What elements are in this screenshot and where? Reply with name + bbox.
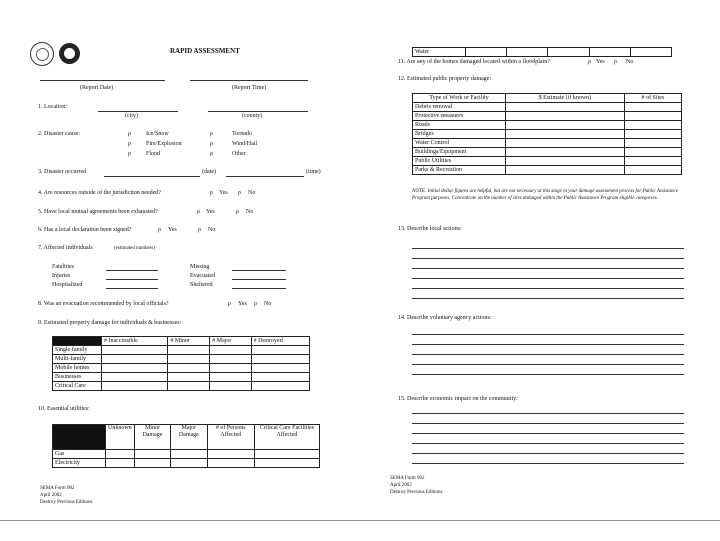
city-label: (city) [125, 113, 138, 119]
q3-date: (date) [202, 169, 216, 175]
q8-yes-check[interactable]: ρ [228, 301, 231, 307]
q4-no: No [248, 190, 256, 196]
q6-no: No [208, 227, 216, 233]
q3-time: (time) [306, 169, 321, 175]
q6-yes: Yes [168, 227, 177, 233]
table-row [413, 166, 682, 175]
q4-yes: Yes [219, 190, 228, 196]
row-label: Water [413, 48, 466, 57]
missing-label: Missing [190, 264, 210, 270]
footer-date: April 2002 [40, 493, 62, 498]
table-row [53, 450, 320, 459]
table-row [413, 139, 682, 148]
footer-note: Destroy Previous Editions [390, 490, 443, 495]
fatalities-line[interactable] [106, 270, 158, 271]
row-label: Parks & Recreation [413, 166, 506, 175]
q14-line-5[interactable] [412, 374, 684, 375]
q14-line-2[interactable] [412, 344, 684, 345]
city-line[interactable] [98, 111, 178, 112]
q13-line-2[interactable] [412, 258, 684, 259]
checkbox-wind[interactable]: ρ [210, 141, 213, 147]
q15-line-2[interactable] [412, 423, 684, 424]
row-label: Gas [53, 450, 106, 459]
county-line[interactable] [208, 111, 308, 112]
col-estimate: $ Estimate (if known) [506, 94, 625, 103]
injuries-label: Injuries [52, 273, 71, 279]
q11-no: No [626, 59, 634, 65]
q14-line-3[interactable] [412, 354, 684, 355]
q6-no-check[interactable]: ρ [198, 227, 201, 233]
table-row [413, 121, 682, 130]
report-date-label: (Report Date) [80, 85, 114, 91]
q14-line-1[interactable] [412, 334, 684, 335]
q9-label: 9. Estimated property damage for individuals & businesses: [38, 320, 182, 326]
q5-yes: Yes [206, 209, 215, 215]
opt-wind: Wind/Hail [232, 141, 258, 147]
row-label: Buildings/Equipment [413, 148, 506, 157]
q6-yes-check[interactable]: ρ [158, 227, 161, 233]
opt-ice: Ice/Snow [146, 131, 169, 137]
q8-no-check[interactable]: ρ [254, 301, 257, 307]
evacuated-line[interactable] [232, 279, 286, 280]
q15-line-4[interactable] [412, 443, 684, 444]
col-inaccessible: # Inaccessible [102, 337, 168, 346]
q14-label: 14. Describe voluntary agency actions: [398, 315, 492, 321]
q5-yes-check[interactable]: ρ [197, 209, 200, 215]
col-critical: Critical Care Facilities Affected [254, 425, 319, 450]
table-row [413, 48, 672, 57]
q15-line-1[interactable] [412, 413, 684, 414]
table-row [413, 148, 682, 157]
emergency-management-seal-icon [59, 43, 80, 64]
q15-label: 15. Describe economic impact on the community: [398, 396, 518, 402]
table-row [413, 157, 682, 166]
table-row [413, 103, 682, 112]
utilities-table [52, 424, 320, 468]
report-time-line [190, 80, 308, 81]
sheltered-line[interactable] [232, 288, 286, 289]
col-destroyed: # Destroyed [251, 337, 309, 346]
q13-line-3[interactable] [412, 268, 684, 269]
table-row [53, 382, 310, 391]
q7-label: 7. Affected individuals [38, 245, 93, 251]
fatalities-label: Fatalities [52, 264, 74, 270]
q12-label: 12. Estimated public property damage: [398, 76, 492, 82]
date-line[interactable] [104, 176, 200, 177]
col-minor-damage: Minor Damage [134, 425, 171, 450]
checkbox-other[interactable]: ρ [210, 151, 213, 157]
opt-flood: Flood [146, 151, 161, 157]
row-label: Multi-family [53, 355, 102, 364]
utilities-table-cont [412, 47, 672, 57]
table-row [53, 355, 310, 364]
q5-no: No [246, 209, 254, 215]
checkbox-fire[interactable]: ρ [128, 141, 131, 147]
q11-yes-check[interactable]: ρ [588, 59, 591, 65]
q13-line-5[interactable] [412, 288, 684, 289]
checkbox-flood[interactable]: ρ [128, 151, 131, 157]
row-label: Critical Care [53, 382, 102, 391]
q5-label: 5. Have local mutual agreements been exhausted? [38, 209, 158, 215]
q3-label: 3. Disaster occurred [38, 169, 87, 175]
q15-line-3[interactable] [412, 433, 684, 434]
note-text: NOTE: Initial dollar figures are helpful, but are not necessary at this stage in your damage assessment process for Public Assistance Program purposes. Concentrate on the number of sites damaged within the Public Assistance Program eligible categories. [412, 189, 678, 201]
table-row [413, 130, 682, 139]
q13-line-4[interactable] [412, 278, 684, 279]
col-major: # Major [210, 337, 251, 346]
col-minor: # Minor [168, 337, 210, 346]
q6-label: 6. Has a local declaration been signed? [38, 227, 132, 233]
table-row [413, 112, 682, 121]
q10-label: 10. Essential utilities: [38, 406, 90, 412]
q7-note: (estimated numbers) [114, 246, 155, 251]
col-sites: # of Sites [624, 94, 681, 103]
q11-no-check[interactable]: ρ [614, 59, 617, 65]
public-damage-table [412, 93, 682, 175]
table-row [53, 364, 310, 373]
viewer-bottom-bar [0, 520, 720, 541]
checkbox-ice[interactable]: ρ [128, 131, 131, 137]
q2-label: 2. Disaster cause: [38, 131, 81, 137]
county-label: (county) [242, 113, 263, 119]
form-page-2 [376, 0, 716, 520]
opt-tornado: Tornado [232, 131, 252, 137]
row-label: Mobile homes [53, 364, 102, 373]
q4-no-check[interactable]: ρ [238, 190, 241, 196]
row-label: Bridges [413, 130, 506, 139]
hospitalized-line[interactable] [106, 288, 158, 289]
col-persons: # of Persons Affected [207, 425, 254, 450]
row-label: Businesses [53, 373, 102, 382]
row-label: Water Control [413, 139, 506, 148]
q14-line-4[interactable] [412, 364, 684, 365]
time-line[interactable] [226, 176, 304, 177]
footer-note: Destroy Previous Editions [40, 500, 93, 505]
hospitalized-label: Hospitalized [52, 282, 83, 288]
q13-line-6[interactable] [412, 298, 684, 299]
state-seal-icon [30, 42, 54, 66]
report-date-line [40, 80, 165, 81]
table-row [53, 346, 310, 355]
q1-label: 1. Location: [38, 104, 67, 110]
table-row [53, 459, 320, 468]
opt-fire: Fire/Explosion [146, 141, 182, 147]
q11-label: 11. Are any of the homes damaged located within a floodplain? [398, 59, 550, 65]
footer-date: April 2002 [390, 483, 412, 488]
q4-yes-check[interactable]: ρ [210, 190, 213, 196]
row-label: Roads [413, 121, 506, 130]
q8-label: 8. Was an evacuation recommended by local officials? [38, 301, 169, 307]
q8-no: No [264, 301, 272, 307]
row-label: Electricity [53, 459, 106, 468]
q8-yes: Yes [238, 301, 247, 307]
q13-label: 13. Describe local actions: [398, 226, 462, 232]
row-label: Protective measures [413, 112, 506, 121]
form-page-1 [18, 0, 358, 520]
missing-line[interactable] [232, 270, 286, 271]
form-title: RAPID ASSESSMENT [170, 47, 240, 55]
col-major-damage: Major Damage [171, 425, 207, 450]
footer-form: SEMA Form 902 [40, 486, 75, 491]
q5-no-check[interactable]: ρ [236, 209, 239, 215]
row-label: Public Utilities [413, 157, 506, 166]
q15-line-5[interactable] [412, 453, 684, 454]
footer-form: SEMA Form 902 [390, 476, 425, 481]
q13-line-1[interactable] [412, 248, 684, 249]
evacuated-label: Evacuated [190, 273, 215, 279]
report-time-label: (Report Time) [232, 85, 267, 91]
col-type: Type of Work or Facility [413, 94, 506, 103]
injuries-line[interactable] [106, 279, 158, 280]
q11-yes: Yes [596, 59, 605, 65]
row-label: Debris removal [413, 103, 506, 112]
property-damage-table [52, 336, 310, 391]
row-label: Single family [53, 346, 102, 355]
col-unknown: Unknown [106, 425, 135, 450]
sheltered-label: Sheltered [190, 282, 213, 288]
checkbox-tornado[interactable]: ρ [210, 131, 213, 137]
q4-label: 4. Are resources outside of the jurisdiction needed? [38, 190, 161, 196]
q15-line-6[interactable] [412, 463, 684, 464]
opt-other: Other [232, 151, 246, 157]
table-row [53, 373, 310, 382]
